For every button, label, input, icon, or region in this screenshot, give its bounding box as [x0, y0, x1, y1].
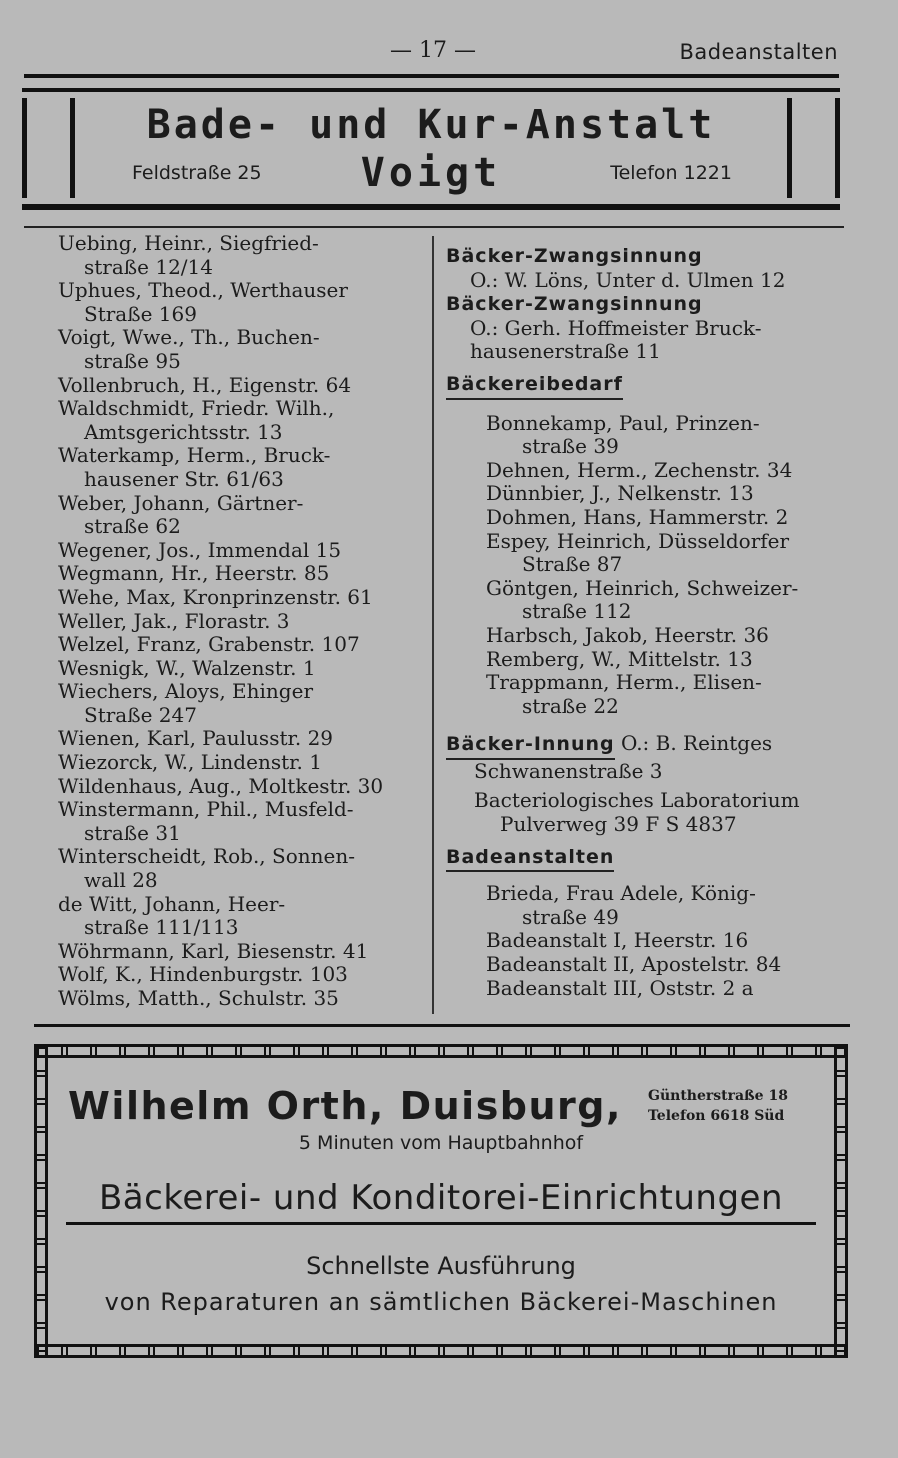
directory-entry [486, 648, 850, 672]
entry-continuation: straße 112 [522, 599, 632, 624]
entry-continuation: Straße 169 [84, 301, 197, 326]
entry-continuation: hausener Str. 61/63 [84, 466, 284, 491]
entry-continuation: straße 49 [522, 904, 619, 929]
entry-name: Wiechers, Aloys, Ehinger [58, 679, 314, 704]
entry-name: Voigt, Wwe., Th., Buchen- [58, 325, 320, 350]
entry-name: Weller, Jak., Florastr. 3 [58, 608, 290, 633]
entry-continuation: straße 62 [84, 514, 181, 539]
entry-name: Winstermann, Phil., Musfeld- [58, 797, 354, 822]
zwangsinnung-2-line: O.: Gerh. Hoffmeister Bruck- [470, 315, 762, 340]
entry-name: Espey, Heinrich, Düsseldorfer [486, 528, 790, 553]
entry-continuation: straße 111/113 [84, 915, 239, 940]
entry-name: Wegener, Jos., Immendal 15 [58, 537, 342, 562]
entry-name: Wolf, K., Hindenburgstr. 103 [58, 962, 348, 987]
zwangsinnung-1-line: O.: W. Löns, Unter d. Ulmen 12 [470, 267, 786, 292]
directory-entry [58, 798, 428, 845]
entry-continuation: wall 28 [84, 868, 158, 893]
directory-entry [486, 482, 850, 506]
bakt-line2: Pulverweg 39 F S 4837 [500, 812, 737, 837]
entry-name: Harbsch, Jakob, Heerstr. 36 [486, 622, 769, 647]
firm-address [648, 1086, 788, 1126]
firm-trade: Bäckerei- und Konditorei-Einrichtungen [98, 1178, 783, 1218]
directory-entry [486, 577, 850, 624]
entry-name: Dehnen, Herm., Zechenstr. 34 [486, 457, 793, 482]
directory-entry [486, 671, 850, 718]
entry-name: Trappmann, Herm., Elisen- [486, 670, 762, 695]
entry-name: Wesnigk, W., Walzenstr. 1 [58, 655, 316, 680]
directory-entry [58, 444, 428, 491]
directory-entry [58, 586, 428, 610]
entry-name: Wölms, Matth., Schulstr. 35 [58, 986, 339, 1010]
entry-name: Wiezorck, W., Lindenstr. 1 [58, 750, 322, 775]
bottom-rule [34, 1024, 850, 1027]
heading-baecker-innung: Bäcker-Innung [446, 733, 615, 760]
directory-entry [58, 893, 428, 940]
directory-entry [58, 562, 428, 586]
directory-entry [58, 374, 428, 398]
entry-name: Waldschmidt, Friedr. Wilh., [58, 396, 335, 421]
directory-entry [58, 727, 428, 751]
entry-name: Badeanstalt II, Apostelstr. 84 [486, 952, 782, 977]
firm-name: Wilhelm Orth, Duisburg, [68, 1084, 622, 1128]
column-divider [432, 236, 434, 1014]
entry-name: Brieda, Frau Adele, König- [486, 881, 756, 906]
ad-name: Voigt [360, 150, 502, 196]
section-rule [24, 226, 844, 228]
heading-baeckereibedarf: Bäckereibedarf [446, 373, 623, 400]
chain-border [34, 1044, 848, 1058]
running-head: Badeanstalten [679, 40, 838, 64]
entry-name: Wehe, Max, Kronprinzenstr. 61 [58, 584, 373, 609]
ad-address: Feldstraße 25 [132, 162, 262, 184]
firm-slogan-1: Schnellste Ausführung [306, 1252, 576, 1280]
entry-name: de Witt, Johann, Heer- [58, 891, 286, 916]
ad-phone: Telefon 1221 [610, 162, 732, 184]
directory-entry [58, 680, 428, 727]
directory-entry [58, 539, 428, 563]
entry-name: Wildenhaus, Aug., Moltkestr. 30 [58, 773, 384, 798]
ad-title: Bade- und Kur-Anstalt [146, 102, 716, 148]
innung-line2: Schwanenstraße 3 [474, 758, 663, 783]
directory-entry [58, 845, 428, 892]
directory-entry [58, 963, 428, 987]
entry-continuation: Straße 247 [84, 702, 197, 727]
directory-entry [58, 775, 428, 799]
entry-name: Dünnbier, J., Nelkenstr. 13 [486, 481, 754, 506]
firm-slogan-2: von Reparaturen an sämtlichen Bäckerei-Maschinen [104, 1288, 778, 1316]
heading-badeanstalten: Badeanstalten [446, 846, 614, 873]
advertisement-wilhelm-orth [34, 1044, 848, 1358]
trade-underline [66, 1222, 816, 1225]
entry-name: Wienen, Karl, Paulusstr. 29 [58, 726, 334, 751]
entry-name: Waterkamp, Herm., Bruck- [58, 443, 331, 468]
entry-continuation: straße 31 [84, 820, 181, 845]
directory-entry [58, 279, 428, 326]
innung-rest: O.: B. Reintges [614, 731, 773, 756]
zwangsinnung-2-line: hausenerstraße 11 [470, 339, 661, 364]
heading-zwangsinnung-2: Bäcker-Zwangsinnung [446, 293, 703, 316]
entry-name: Bonnekamp, Paul, Prinzen- [486, 410, 760, 435]
entry-name: Uebing, Heinr., Siegfried- [58, 231, 319, 255]
entry-continuation: straße 12/14 [84, 254, 213, 279]
directory-entry [58, 633, 428, 657]
directory-entry [58, 987, 428, 1011]
entry-name: Remberg, W., Mittelstr. 13 [486, 646, 753, 671]
entry-name: Wegmann, Hr., Heerstr. 85 [58, 561, 330, 586]
directory-entry [486, 412, 850, 459]
directory-entry [486, 929, 850, 953]
entry-name: Badeanstalt I, Heerstr. 16 [486, 928, 749, 953]
firm-phone: Telefon 6618 Süd [648, 1108, 785, 1124]
entry-continuation: straße 39 [522, 434, 619, 459]
entry-continuation: straße 22 [522, 693, 619, 718]
directory-entry [58, 751, 428, 775]
entry-name: Wöhrmann, Karl, Biesenstr. 41 [58, 938, 369, 963]
directory-entry [58, 326, 428, 373]
entry-continuation: straße 95 [84, 348, 181, 373]
directory-entry [486, 530, 850, 577]
innung-line [446, 732, 850, 760]
entry-name: Göntgen, Heinrich, Schweizer- [486, 575, 799, 600]
page-number: — 17 — [390, 38, 476, 63]
entry-name: Badeanstalt III, Oststr. 2 a [486, 975, 754, 1000]
directory-entry [486, 882, 850, 929]
entry-name: Vollenbruch, H., Eigenstr. 64 [58, 372, 352, 397]
firm-street: Güntherstraße 18 [648, 1088, 788, 1104]
entry-name: Welzel, Franz, Grabenstr. 107 [58, 632, 360, 657]
directory-entry [486, 953, 850, 977]
entry-continuation: Amtsgerichtsstr. 13 [84, 419, 283, 444]
page-header [30, 38, 838, 70]
heading-zwangsinnung-1: Bäcker-Zwangsinnung [446, 245, 703, 267]
badeanstalten-list [446, 882, 850, 1000]
directory-entry [58, 940, 428, 964]
entry-name: Weber, Johann, Gärtner- [58, 490, 304, 515]
directory-entry [486, 624, 850, 648]
directory-entry [58, 397, 428, 444]
right-column [446, 232, 850, 1000]
entry-continuation: Straße 87 [522, 552, 623, 577]
directory-entry [58, 232, 428, 279]
left-column [58, 232, 428, 1011]
directory-entry [58, 657, 428, 681]
top-rule [24, 74, 839, 78]
entry-name: Dohmen, Hans, Hammerstr. 2 [486, 504, 789, 529]
directory-entry [486, 506, 850, 530]
entry-name: Uphues, Theod., Werthauser [58, 278, 348, 303]
entry-name: Winterscheidt, Rob., Sonnen- [58, 844, 356, 869]
firm-location-note: 5 Minuten vom Hauptbahnhof [298, 1132, 584, 1154]
directory-entry [486, 459, 850, 483]
bakt-line1: Bacteriologisches Laboratorium [474, 788, 800, 813]
directory-entry [58, 492, 428, 539]
directory-entry [486, 977, 850, 1001]
baeckereibedarf-list [446, 412, 850, 719]
directory-entry [58, 610, 428, 634]
chain-border [34, 1344, 848, 1358]
advertisement-bade-kur-anstalt [22, 88, 840, 210]
